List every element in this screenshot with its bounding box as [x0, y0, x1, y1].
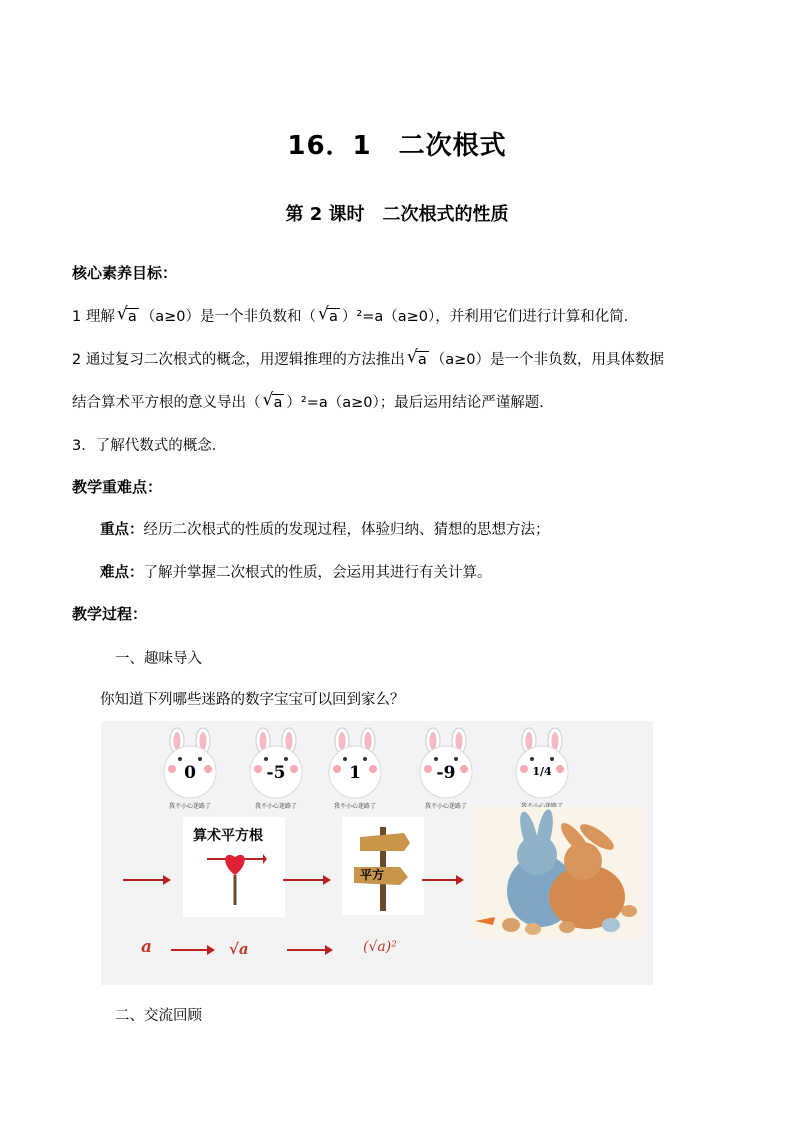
arrow-icon — [123, 879, 169, 881]
bunny-number: -5 — [266, 763, 286, 783]
goal2-suffix: （a≥0）是一个非负数，用具体数据 — [430, 352, 664, 368]
sqrt-var: a — [329, 309, 338, 325]
goal2-line2-prefix: 结合算术平方根的意义导出（ — [72, 395, 261, 411]
arrow-icon — [283, 879, 329, 881]
bunny-note: 我不小心迷路了 — [168, 803, 211, 810]
arrow-icon — [287, 949, 331, 951]
goal1-cond2: ）²=a（a≥0），并利用它们进行计算和化简． — [341, 309, 639, 325]
focus-line — [100, 518, 550, 539]
goal-item-2 — [72, 348, 664, 369]
goal-item-3: 3．了解代数式的概念． — [72, 438, 227, 454]
formula-sqrt: √a — [229, 940, 249, 958]
sqrt-symbol: √ a — [318, 304, 338, 325]
keypoints-heading: 教学重难点： — [72, 478, 163, 496]
rabbits-icon — [471, 807, 643, 939]
goal1-cond1: （a≥0）是一个非负数和（ — [140, 309, 316, 325]
sqrt-symbol: √ a — [406, 347, 427, 368]
sqrt-symbol: √ a — [116, 304, 137, 325]
section-2-heading: 二、交流回顾 — [115, 1008, 202, 1024]
signpost-panel — [183, 817, 285, 917]
bunny-icon — [511, 727, 573, 801]
arrow-icon — [171, 949, 213, 951]
goal2-prefix: 2 通过复习二次根式的概念，用逻辑推理的方法推出 — [72, 352, 405, 368]
sqrt-var: a — [417, 352, 427, 368]
section-1-heading: 一、趣味导入 — [115, 651, 202, 667]
sqrt-symbol: √ a — [262, 390, 283, 411]
bunny-number: -9 — [436, 763, 456, 783]
bunny-card — [511, 727, 573, 801]
sqrt-var: a — [273, 395, 283, 411]
lesson-subtitle: 第 2 课时 二次根式的性质 — [285, 204, 509, 225]
bunny-note: 我不小心迷路了 — [333, 803, 376, 810]
sqrt-var: a — [127, 309, 137, 325]
bunny-number: 0 — [184, 763, 196, 783]
focus-text: 经历二次根式的性质的发现过程，体验归纳、猜想的思想方法； — [143, 522, 550, 538]
bunny-card — [324, 727, 386, 810]
arrow-icon — [422, 879, 462, 881]
formula-a: a — [141, 937, 153, 957]
goal1-prefix: 1 理解 — [72, 309, 115, 325]
bunny-note: 我不小心迷路了 — [424, 803, 467, 810]
goal2-line2-suffix: ）²=a（a≥0）；最后运用结论严谨解题． — [286, 395, 554, 411]
formula-square: (√a)² — [363, 939, 397, 955]
bunny-card — [415, 727, 477, 810]
bunny-note: 我不小心迷路了 — [254, 803, 297, 810]
signpost-label: 算术平方根 — [193, 828, 263, 844]
rabbit-home-picture — [471, 807, 643, 939]
bunny-card — [245, 727, 307, 810]
lost-number-illustration — [101, 721, 653, 985]
direction-sign-panel — [342, 817, 424, 915]
goal-item-2-line2 — [72, 391, 554, 412]
bunny-card — [159, 727, 221, 810]
focus-label: 重点： — [100, 522, 144, 538]
bunny-number: 1/4 — [532, 765, 552, 778]
difficulty-label: 难点： — [100, 565, 144, 581]
heart-arrow-icon — [203, 845, 267, 909]
direction-sign-label: 平方 — [360, 868, 385, 882]
difficulty-text: 了解并掌握二次根式的性质，会运用其进行有关计算。 — [143, 565, 492, 581]
bunny-number: 1 — [349, 763, 361, 783]
difficulty-line — [100, 561, 492, 582]
process-heading: 教学过程： — [72, 605, 148, 623]
goals-heading: 核心素养目标： — [72, 264, 178, 282]
intro-question: 你知道下列哪些迷路的数字宝宝可以回到家么？ — [100, 692, 405, 708]
page-title: 16．1 二次根式 — [287, 131, 507, 161]
goal-item-1 — [72, 305, 638, 326]
